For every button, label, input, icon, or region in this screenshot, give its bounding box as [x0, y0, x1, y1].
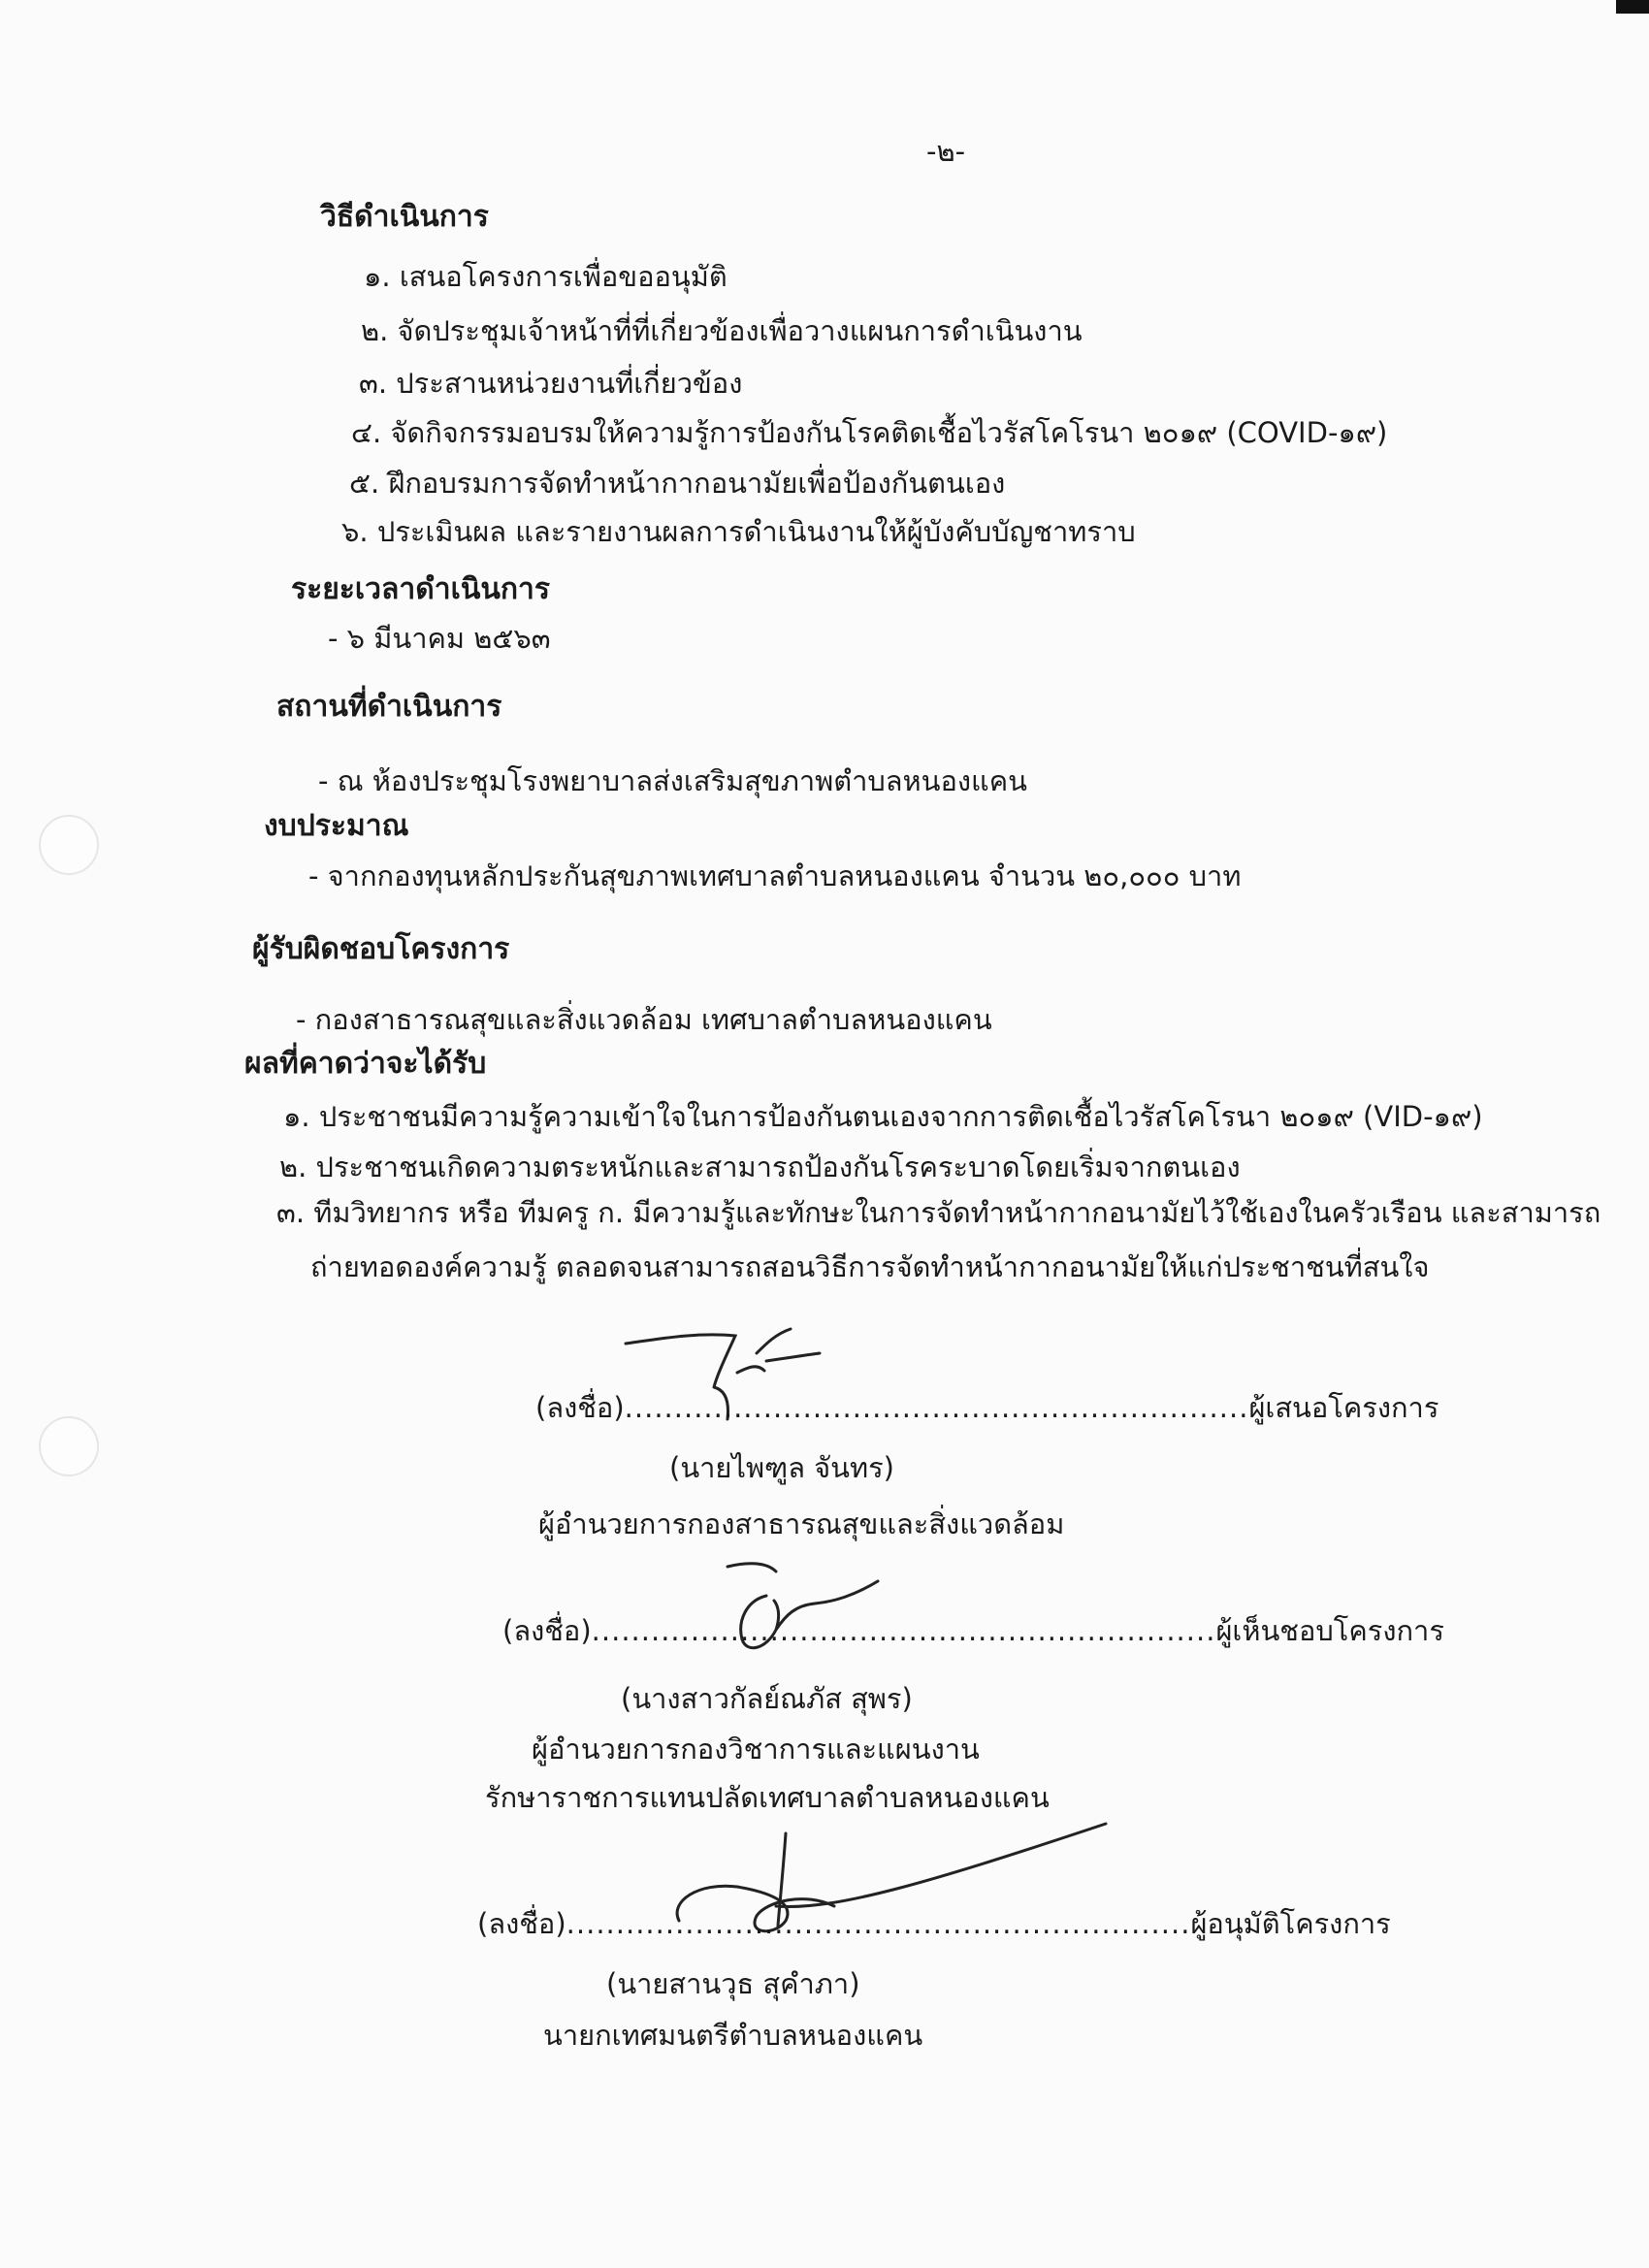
expected-item: ๑. ประชาชนมีความรู้ความเข้าใจในการป้องกันตนเองจากการติดเชื้อไวรัสโคโรนา ๒๐๑๙ (VID-๑๙)	[283, 1100, 1483, 1133]
signer-name: (นางสาวกัลย์ณภัส สุพร)	[621, 1682, 913, 1715]
location-heading: สถานที่ดำเนินการ	[276, 690, 502, 724]
signer-title: ผู้อำนวยการกองวิชาการและแผนงาน	[532, 1733, 980, 1766]
page-number: -๒-	[926, 135, 966, 168]
signer-title: รักษาราชการแทนปลัดเทศบาลตำบลหนองแคน	[485, 1781, 1050, 1814]
methods-item: ๑. เสนอโครงการเพื่อขออนุมัติ	[364, 260, 728, 293]
expected-item: ๓. ทีมวิทยากร หรือ ทีมครู ก. มีความรู้และทักษะในการจัดทำหน้ากากอนามัยไว้ใช้เองในครัวเรือน และสามารถ	[276, 1196, 1601, 1229]
responsible-item: - กองสาธารณสุขและสิ่งแวดล้อม เทศบาลตำบลหนองแคน	[296, 1003, 992, 1036]
punch-hole	[39, 815, 99, 875]
methods-item: ๔. จัดกิจกรรมอบรมให้ความรู้การป้องกันโรคติดเชื้อไวรัสโคโรนา ๒๐๑๙ (COVID-๑๙)	[351, 416, 1388, 449]
sign-prefix: (ลงชื่อ)	[502, 1614, 592, 1647]
expected-item: ๒. ประชาชนเกิดความตระหนักและสามารถป้องกันโรคระบาดโดยเริ่มจากตนเอง	[279, 1150, 1241, 1183]
duration-item: - ๖ มีนาคม ๒๕๖๓	[328, 622, 551, 655]
methods-item: ๒. จัดประชุมเจ้าหน้าที่ที่เกี่ยวข้องเพื่อวางแผนการดำเนินงาน	[361, 314, 1083, 347]
methods-item: ๖. ประเมินผล และรายงานผลการดำเนินงานให้ผู้บังคับบัญชาทราบ	[341, 515, 1136, 548]
sign-role: ผู้เห็นชอบโครงการ	[1215, 1614, 1444, 1647]
signature-line-approver	[477, 1901, 1391, 1946]
sign-prefix: (ลงชื่อ)	[477, 1907, 566, 1940]
signer-name: (นายไพฑูล จันทร)	[669, 1451, 894, 1484]
scan-corner-mark	[1616, 0, 1649, 14]
methods-heading: วิธีดำเนินการ	[320, 200, 489, 234]
responsible-heading: ผู้รับผิดชอบโครงการ	[252, 932, 510, 966]
signer-title: ผู้อำนวยการกองสาธารณสุขและสิ่งแวดล้อม	[538, 1507, 1065, 1540]
sign-role: ผู้เสนอโครงการ	[1248, 1391, 1439, 1424]
punch-hole	[39, 1416, 99, 1476]
expected-item-continuation: ถ่ายทอดองค์ความรู้ ตลอดจนสามารถสอนวิธีการจัดทำหน้ากากอนามัยให้แก่ประชาชนที่สนใจ	[310, 1250, 1430, 1283]
budget-heading: งบประมาณ	[264, 809, 409, 843]
budget-item: - จากกองทุนหลักประกันสุขภาพเทศบาลตำบลหนองแคน จำนวน ๒๐,๐๐๐ บาท	[308, 859, 1242, 892]
sign-role: ผู้อนุมัติโครงการ	[1190, 1907, 1391, 1940]
location-item: - ณ ห้องประชุมโรงพยาบาลส่งเสริมสุขภาพตำบลหนองแคน	[318, 764, 1027, 797]
methods-item: ๕. ฝึกอบรมการจัดทำหน้ากากอนามัยเพื่อป้องกันตนเอง	[349, 467, 1006, 500]
expected-heading: ผลที่คาดว่าจะได้รับ	[244, 1047, 487, 1081]
signer-title: นายกเทศมนตรีตำบลหนองแคน	[543, 2019, 923, 2052]
methods-item: ๓. ประสานหน่วยงานที่เกี่ยวข้อง	[359, 367, 743, 400]
signature-line-proposer	[535, 1385, 1439, 1430]
duration-heading: ระยะเวลาดำเนินการ	[291, 572, 550, 606]
sign-dots: ...............................................................	[624, 1391, 1249, 1424]
signature-line-endorser	[502, 1608, 1444, 1653]
signer-name: (นายสานวุธ สุคำภา)	[606, 1967, 860, 2000]
sign-dots: ...............................................................	[566, 1907, 1191, 1940]
sign-prefix: (ลงชื่อ)	[535, 1391, 625, 1424]
sign-dots: ...............................................................	[591, 1614, 1216, 1647]
